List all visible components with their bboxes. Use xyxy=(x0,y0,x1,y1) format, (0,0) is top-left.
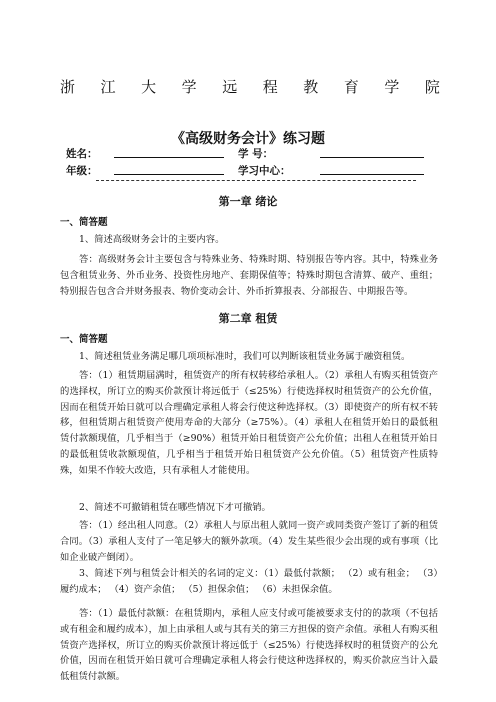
chapter-2-question-2: 2、简述不可撤销租赁在哪些情况下才可撤销。 xyxy=(79,502,271,513)
chapter-1-answer-1: 答：高级财务会计主要包含与特殊业务、特殊时期、特别报告等内容。其中，特殊业务包含租赁业务、外币业务、投资性房地产、套期保值等；特殊时期包含清算、破产、重组；特别报告包含合并财务报表、物价变动会计、外币折算报表、分部报告、中期报告等。 xyxy=(60,254,438,297)
grade-label: 年级： xyxy=(66,165,98,177)
document-title: 《高级财务会计》练习题 xyxy=(171,131,325,147)
name-label: 姓名： xyxy=(66,148,98,160)
school-char: 育 xyxy=(343,78,359,96)
school-char: 院 xyxy=(424,78,440,96)
dashed-divider xyxy=(96,180,416,181)
chapter-1-title: 第一章 绪论 xyxy=(218,195,278,208)
school-char: 远 xyxy=(222,78,238,96)
chapter-1-section-heading: 一、简答题 xyxy=(60,217,108,228)
name-blank-line xyxy=(114,157,224,158)
chapter-2-answer-1: 答：（1）租赁期届满时，租赁资产的所有权转移给承租人。（2）承租人有购买租赁资产的选择权，所订立的购买价款预计将远低于（≤25%）行使选择权时租赁资产的公允价值，因而在租赁开始日就可以合理确定承租人将会行使这种选择权。（3）即使资产的所有权不转移，但租赁期占租赁资产使用寿命的大部分（≥75%）。（4）承租人在租赁开始日的最低租赁付款额现值，几乎相当于（≥90%）租赁开始日租赁资产公允价值；出租人在租赁开始日的最低租赁收款额现值，几乎相当于租赁开始日租赁资产公允价值。（5）租赁资产性质特殊，如果不作较大改造，只有承租人才能使用。 xyxy=(60,370,438,476)
chapter-2-question-3: 3、简述下列与租赁会计相关的名词的定义：（1）最低付款额； （2）或有租金； （3）履约成本； （4）资产余值； （5）担保余值； （6）未担保余值。 xyxy=(60,568,438,595)
chapter-1-question-1: 1、简述高级财务会计的主要内容。 xyxy=(79,234,225,245)
school-char: 浙 xyxy=(60,78,76,96)
grade-blank-line xyxy=(114,174,224,175)
school-char: 大 xyxy=(141,78,157,96)
student-id-blank-line xyxy=(320,157,424,158)
chapter-2-title: 第二章 租赁 xyxy=(218,312,278,325)
chapter-2-section-heading: 一、简答题 xyxy=(60,334,108,345)
school-char: 学 xyxy=(181,78,197,96)
study-center-label: 学习中心： xyxy=(238,165,291,177)
study-center-blank-line xyxy=(320,174,424,175)
school-char: 教 xyxy=(303,78,319,96)
student-id-label: 学 号： xyxy=(238,148,274,160)
chapter-2-answer-3: 答：（1）最低付款额：在租赁期内，承租人应支付或可能被要求支付的的款项（不包括或有租金和履约成本），加上由承租人或与其有关的第三方担保的资产余值。承租人有购买租赁资产选择权，所订立的购买价款预计将远低于（≤25%）行使选择权时的租赁资产的公允价值，因而在租赁开始日就可合理确定承租人将会行使这种选择权的，购买价款应当计入最低租赁付款额。 xyxy=(60,608,438,683)
school-char: 学 xyxy=(384,78,400,96)
chapter-2-question-1: 1、简述租赁业务满足哪几项项标准时，我们可以判断该租赁业务属于融资租赁。 xyxy=(79,351,411,362)
school-char: 江 xyxy=(100,78,116,96)
school-name-header xyxy=(60,76,440,97)
school-char: 程 xyxy=(262,78,278,96)
chapter-2-answer-2: 答：（1）经出租人同意。（2）承租人与原出租人就同一资产或同类资产签订了新的租赁合同。（3）承租人支付了一笔足够大的额外款项。（4）发生某些很少会出现的或有事项（比如企业破产倒闭）。 xyxy=(60,520,438,563)
